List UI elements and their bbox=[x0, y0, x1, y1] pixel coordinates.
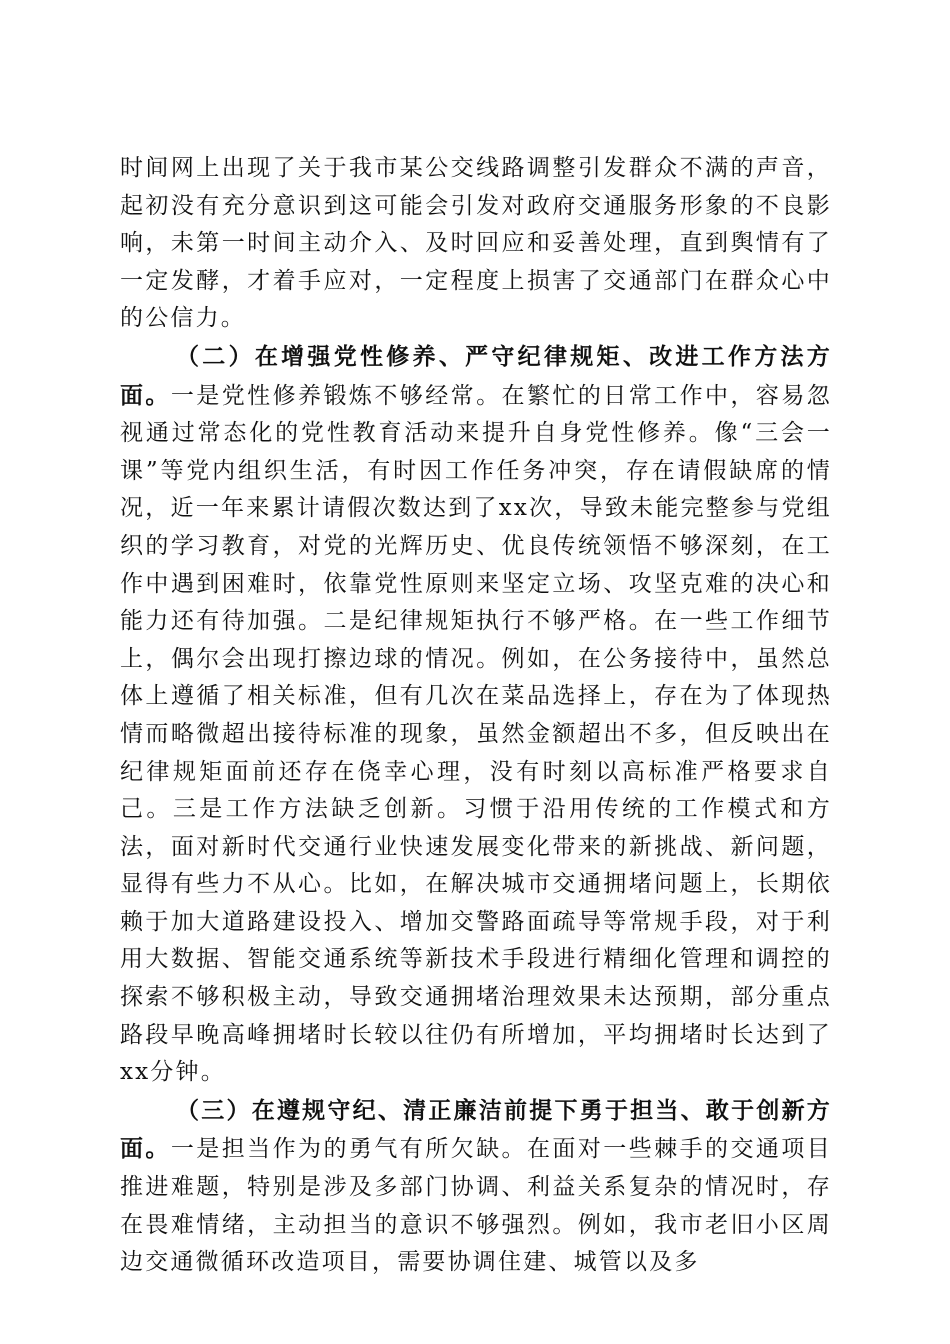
paragraph-2-text: 一是党性修养锻炼不够经常。在繁忙的日常工作中，容易忽视通过常态化的党性教育活动来提升自身党性修养。像“三会一课”等党内组织生活，有时因工作任务冲突，存在请假缺席的情况，近一年来累计请假次数达到了xx次，导致未能完整参与党组织的学习教育，对党的光辉历史、优良传统领悟不够深刻，在工作中遇到困难时，依靠党性原则来坚定立场、攻坚克难的决心和能力还有待加强。二是纪律规矩执行不够严格。在一些工作细节上，偶尔会出现打擦边球的情况。例如，在公务接待中，虽然总体上遵循了相关标准，但有几次在菜品选择上，存在为了体现热情而略微超出接待标准的现象，虽然金额超出不多，但反映出在纪律规矩面前还存在侥幸心理，没有时刻以高标准严格要求自己。三是工作方法缺乏创新。习惯于沿用传统的工作模式和方法，面对新时代交通行业快速发展变化带来的新挑战、新问题，显得有些力不从心。比如，在解决城市交通拥堵问题上，长期依赖于加大道路建设投入、增加交警路面疏导等常规手段，对于利用大数据、智能交通系统等新技术手段进行精细化管理和调控的探索不够积极主动，导致交通拥堵治理效果未达预期，部分重点路段早晚高峰拥堵时长较以往仍有所增加，平均拥堵时长达到了xx分钟。 bbox=[120, 382, 832, 1086]
section-heading-3: （三）在遵规守纪、清正廉洁前提下勇于担当、敢于创新方面。 bbox=[120, 1096, 832, 1163]
paragraph-1 bbox=[120, 150, 832, 338]
document-body bbox=[120, 150, 832, 1282]
paragraph-3-text: 一是担当作为的勇气有所欠缺。在面对一些棘手的交通项目推进难题，特别是涉及多部门协调、利益关系复杂的情况时，存在畏难情绪，主动担当的意识不够强烈。例如，我市老旧小区周边交通微循环改造项目，需要协调住建、城管以及多 bbox=[120, 1136, 832, 1276]
paragraph-1-text: 时间网上出现了关于我市某公交线路调整引发群众不满的声音，起初没有充分意识到这可能会引发对政府交通服务形象的不良影响，未第一时间主动介入、及时回应和妥善处理，直到舆情有了一定发酵，才着手应对，一定程度上损害了交通部门在群众心中的公信力。 bbox=[120, 155, 832, 332]
paragraph-2 bbox=[120, 338, 832, 1092]
section-heading-2: （二）在增强党性修养、严守纪律规矩、改进工作方法方面。 bbox=[120, 342, 832, 409]
paragraph-3 bbox=[120, 1092, 832, 1282]
